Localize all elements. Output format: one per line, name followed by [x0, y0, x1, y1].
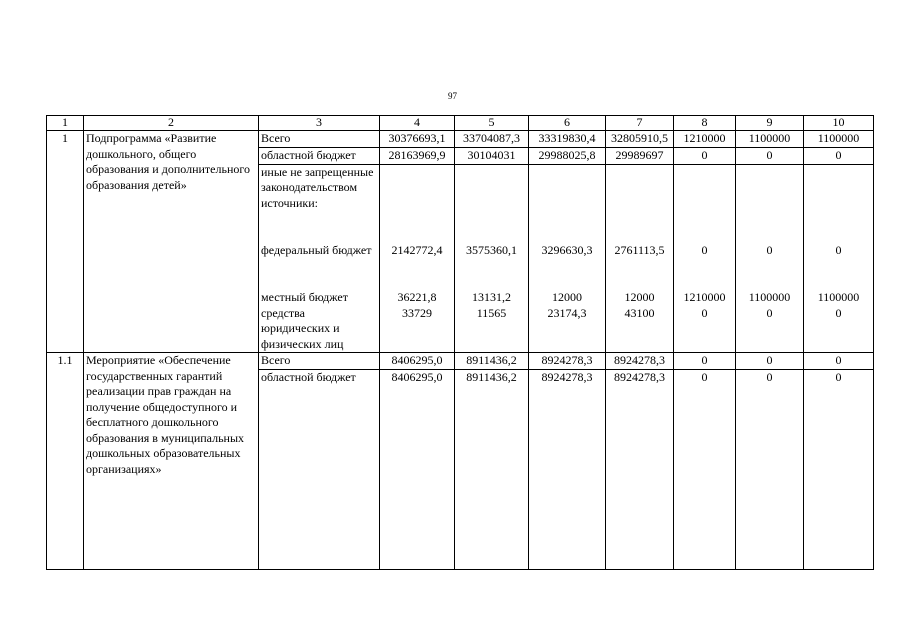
row-label: Всего	[259, 131, 380, 148]
value-cell: 1100000	[748, 289, 791, 304]
value-cell: 1100000	[804, 131, 874, 148]
sources-cell	[259, 164, 380, 353]
value-cell: 0	[804, 353, 874, 370]
value-cell: 12000	[552, 289, 582, 304]
value-column	[674, 164, 736, 353]
value-cell: 29988025,8	[529, 147, 606, 164]
row-label: областной бюджет	[259, 147, 380, 164]
value-cell: 28163969,9	[380, 147, 455, 164]
value-cell: 0	[736, 370, 804, 570]
program-number: 1	[47, 131, 84, 353]
value-cell: 0	[835, 242, 842, 257]
value-cell: 0	[674, 353, 736, 370]
source-label: федеральный бюджет	[261, 242, 372, 257]
value-column	[455, 164, 529, 353]
program-name: Подпрограмма «Развитие дошкольного, общего образования и дополнительного образования детей»	[84, 131, 259, 353]
value-cell: 33704087,3	[455, 131, 529, 148]
value-cell: 8924278,3	[606, 370, 674, 570]
value-cell: 11565	[476, 305, 507, 320]
value-cell: 1210000	[674, 131, 736, 148]
header-cell: 5	[455, 116, 529, 131]
header-cell: 1	[47, 116, 84, 131]
value-cell: 0	[804, 370, 874, 570]
header-cell: 8	[674, 116, 736, 131]
header-cell: 2	[84, 116, 259, 131]
value-cell: 30376693,1	[380, 131, 455, 148]
header-cell: 10	[804, 116, 874, 131]
value-cell: 23174,3	[547, 305, 587, 320]
value-cell: 0	[674, 370, 736, 570]
value-cell: 0	[766, 305, 773, 320]
value-cell: 3296630,3	[541, 242, 593, 257]
value-cell: 8406295,0	[380, 353, 455, 370]
value-cell: 1100000	[817, 289, 860, 304]
table-row	[47, 353, 874, 370]
value-cell: 1210000	[683, 289, 726, 304]
measure-number: 1.1	[47, 353, 84, 570]
value-cell: 32805910,5	[606, 131, 674, 148]
value-column	[804, 164, 874, 353]
value-column	[380, 164, 455, 353]
table-row	[47, 131, 874, 148]
value-cell: 2761113,5	[614, 242, 665, 257]
header-cell: 7	[606, 116, 674, 131]
value-cell: 2142772,4	[391, 242, 443, 257]
value-column	[606, 164, 674, 353]
value-cell: 3575360,1	[466, 242, 517, 257]
value-cell: 8406295,0	[380, 370, 455, 570]
value-cell: 1100000	[736, 131, 804, 148]
value-cell: 33729	[402, 305, 432, 320]
value-cell: 43100	[624, 305, 655, 320]
value-cell: 12000	[624, 289, 655, 304]
value-cell: 8924278,3	[529, 370, 606, 570]
value-cell: 29989697	[606, 147, 674, 164]
page-number: 97	[448, 91, 457, 101]
measure-name: Мероприятие «Обеспечение государственных гарантий реализации прав граждан на получение общедоступного и бесплатного дошкольного образования в муниципальных дошкольных образовательных организациях»	[84, 353, 259, 570]
value-cell: 8924278,3	[529, 353, 606, 370]
value-cell: 0	[701, 242, 708, 257]
value-cell: 30104031	[455, 147, 529, 164]
value-cell: 0	[736, 353, 804, 370]
budget-table	[46, 115, 874, 570]
other-sources-label: иные не запрещенные законодательством источники:	[261, 164, 374, 210]
row-label: Всего	[259, 353, 380, 370]
source-label: средства юридических и физических лиц	[261, 305, 344, 351]
header-cell: 3	[259, 116, 380, 131]
value-cell: 0	[766, 242, 773, 257]
source-label: местный бюджет	[261, 289, 348, 304]
header-cell: 9	[736, 116, 804, 131]
value-column	[529, 164, 606, 353]
value-cell: 8911436,2	[455, 353, 529, 370]
header-row	[47, 116, 874, 131]
header-cell: 4	[380, 116, 455, 131]
value-cell: 0	[701, 305, 708, 320]
value-cell: 8924278,3	[606, 353, 674, 370]
value-cell: 33319830,4	[529, 131, 606, 148]
row-label: областной бюджет	[259, 370, 380, 570]
value-cell: 0	[835, 305, 842, 320]
value-cell: 0	[804, 147, 874, 164]
value-cell: 13131,2	[472, 289, 511, 304]
value-cell: 0	[674, 147, 736, 164]
value-cell: 36221,8	[397, 289, 437, 304]
value-column	[736, 164, 804, 353]
value-cell: 8911436,2	[455, 370, 529, 570]
value-cell: 0	[736, 147, 804, 164]
header-cell: 6	[529, 116, 606, 131]
